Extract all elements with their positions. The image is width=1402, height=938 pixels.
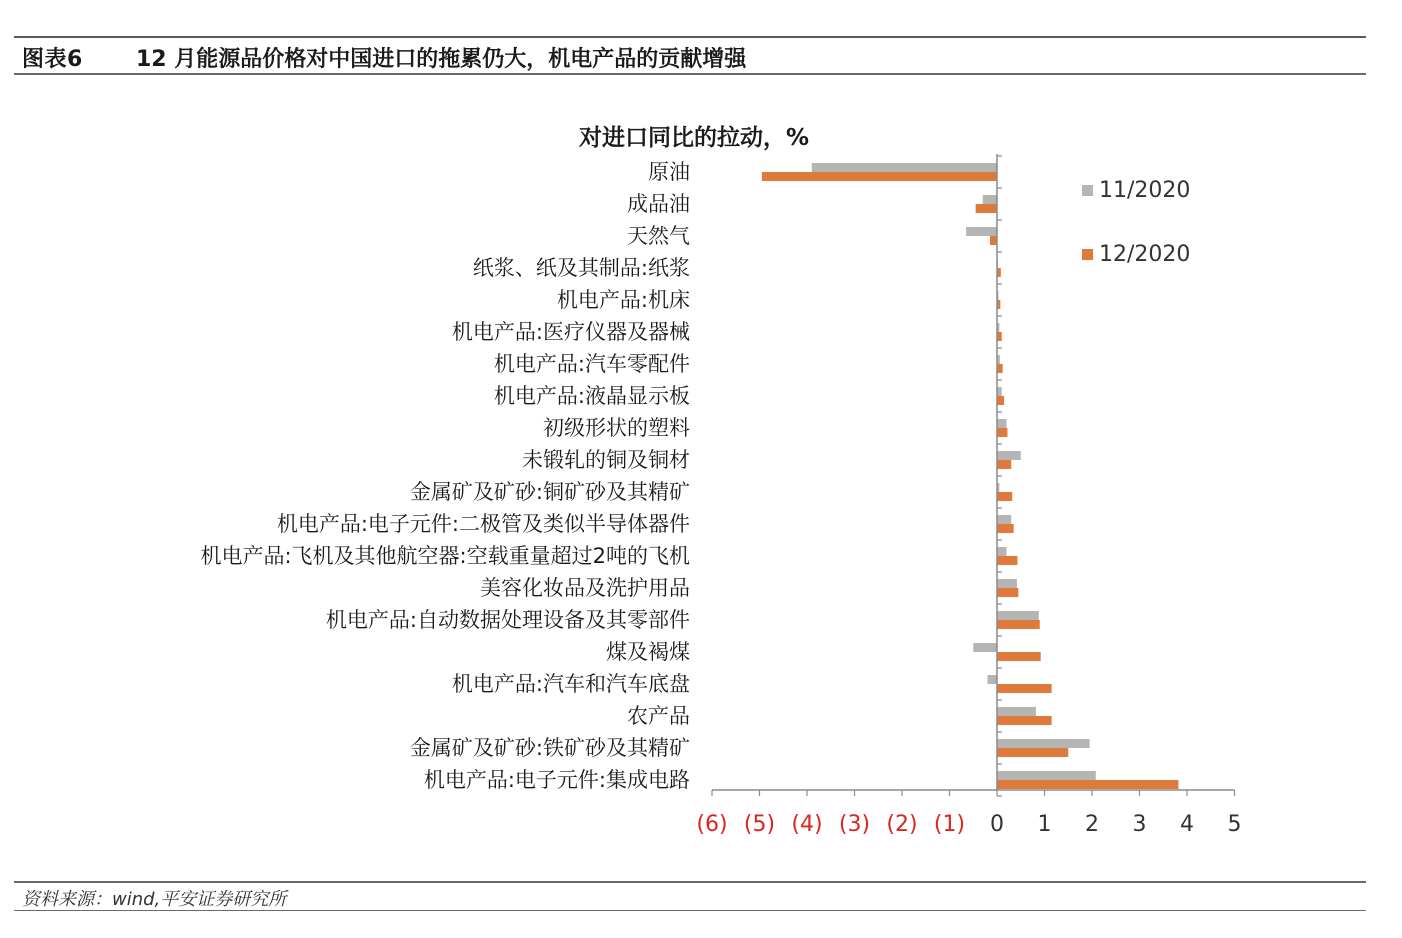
figure-title: 12 月能源品价格对中国进口的拖累仍大，机电产品的贡献增强 — [136, 47, 747, 72]
legend-swatch — [1082, 249, 1093, 260]
bar-series-1 — [997, 771, 1096, 780]
category-label: 机电产品:液晶显示板 — [493, 384, 690, 408]
category-label: 成品油 — [627, 192, 690, 216]
category-label: 机电产品:电子元件:二极管及类似半导体器件 — [276, 512, 690, 536]
category-label: 机电产品:汽车和汽车底盘 — [451, 672, 690, 696]
bar-series-1 — [997, 419, 1007, 428]
bar-series-2 — [997, 780, 1178, 789]
category-label: 纸浆、纸及其制品:纸浆 — [472, 256, 690, 280]
bar-series-1 — [812, 163, 997, 172]
bar-series-2 — [997, 748, 1068, 757]
x-tick-label: 2 — [1085, 812, 1099, 837]
chart-title: 对进口同比的拉动，% — [578, 125, 810, 151]
bar-series-1 — [973, 643, 997, 652]
category-label: 农产品 — [627, 704, 690, 728]
bar-series-2 — [997, 620, 1040, 629]
bar-series-2 — [997, 684, 1052, 693]
category-label: 机电产品:医疗仪器及器械 — [451, 320, 690, 344]
x-tick-label: (5) — [743, 812, 776, 837]
legend-swatch — [1082, 185, 1093, 196]
bar-series-2 — [997, 364, 1003, 373]
bar-series-2 — [997, 492, 1012, 501]
category-label: 机电产品:自动数据处理设备及其零部件 — [325, 608, 690, 632]
category-label: 金属矿及矿砂:铁矿砂及其精矿 — [409, 736, 690, 760]
bar-series-1 — [997, 707, 1036, 716]
bar-series-2 — [997, 588, 1018, 597]
bar-series-1 — [983, 195, 997, 204]
category-label: 机电产品:汽车零配件 — [493, 352, 690, 376]
x-tick-label: 1 — [1037, 812, 1052, 837]
category-label: 初级形状的塑料 — [543, 416, 690, 440]
bar-series-2 — [997, 524, 1014, 533]
category-label: 金属矿及矿砂:铜矿砂及其精矿 — [409, 480, 690, 504]
x-tick-label: (2) — [886, 812, 918, 837]
bar-series-2 — [997, 716, 1052, 725]
x-tick-label: (3) — [838, 812, 871, 837]
bar-series-1 — [997, 611, 1039, 620]
category-label: 机电产品:电子元件:集成电路 — [423, 768, 690, 792]
bar-series-2 — [997, 396, 1004, 405]
bar-series-2 — [762, 172, 997, 181]
x-tick-label: (1) — [933, 812, 966, 837]
figure-label: 图表6 — [22, 47, 83, 72]
category-label: 煤及褐煤 — [606, 640, 690, 664]
x-tick-label: 5 — [1227, 812, 1242, 837]
category-label: 机电产品:机床 — [556, 288, 690, 312]
bar-series-2 — [997, 428, 1007, 437]
bar-series-2 — [990, 236, 997, 245]
footer-rule-top — [14, 881, 1366, 883]
x-tick-label: 0 — [990, 812, 1004, 837]
category-label: 天然气 — [627, 224, 690, 248]
bar-series-1 — [966, 227, 997, 236]
category-label: 美容化妆品及洗护用品 — [480, 576, 690, 600]
footer-rule-bottom — [14, 910, 1366, 911]
bar-series-2 — [997, 556, 1017, 565]
category-label: 原油 — [648, 160, 690, 184]
bar-series-2 — [997, 652, 1041, 661]
bar-series-1 — [997, 515, 1011, 524]
source-note: 资料来源：wind,平安证券研究所 — [22, 889, 287, 910]
bar-series-1 — [988, 675, 998, 684]
legend-label: 11/2020 — [1099, 178, 1191, 203]
bar-series-2 — [997, 460, 1011, 469]
bar-series-1 — [997, 739, 1090, 748]
x-tick-label: 4 — [1180, 812, 1194, 837]
bar-series-1 — [997, 451, 1021, 460]
x-tick-label: (6) — [696, 812, 728, 837]
bar-series-2 — [976, 204, 997, 213]
legend-label: 12/2020 — [1099, 242, 1191, 267]
category-label: 机电产品:飞机及其他航空器:空载重量超过2吨的飞机 — [200, 544, 690, 568]
bar-series-1 — [997, 579, 1017, 588]
category-label: 未锻轧的铜及铜材 — [522, 448, 690, 472]
x-tick-label: 3 — [1132, 812, 1147, 837]
x-tick-label: (4) — [791, 812, 823, 837]
bar-series-1 — [997, 547, 1007, 556]
